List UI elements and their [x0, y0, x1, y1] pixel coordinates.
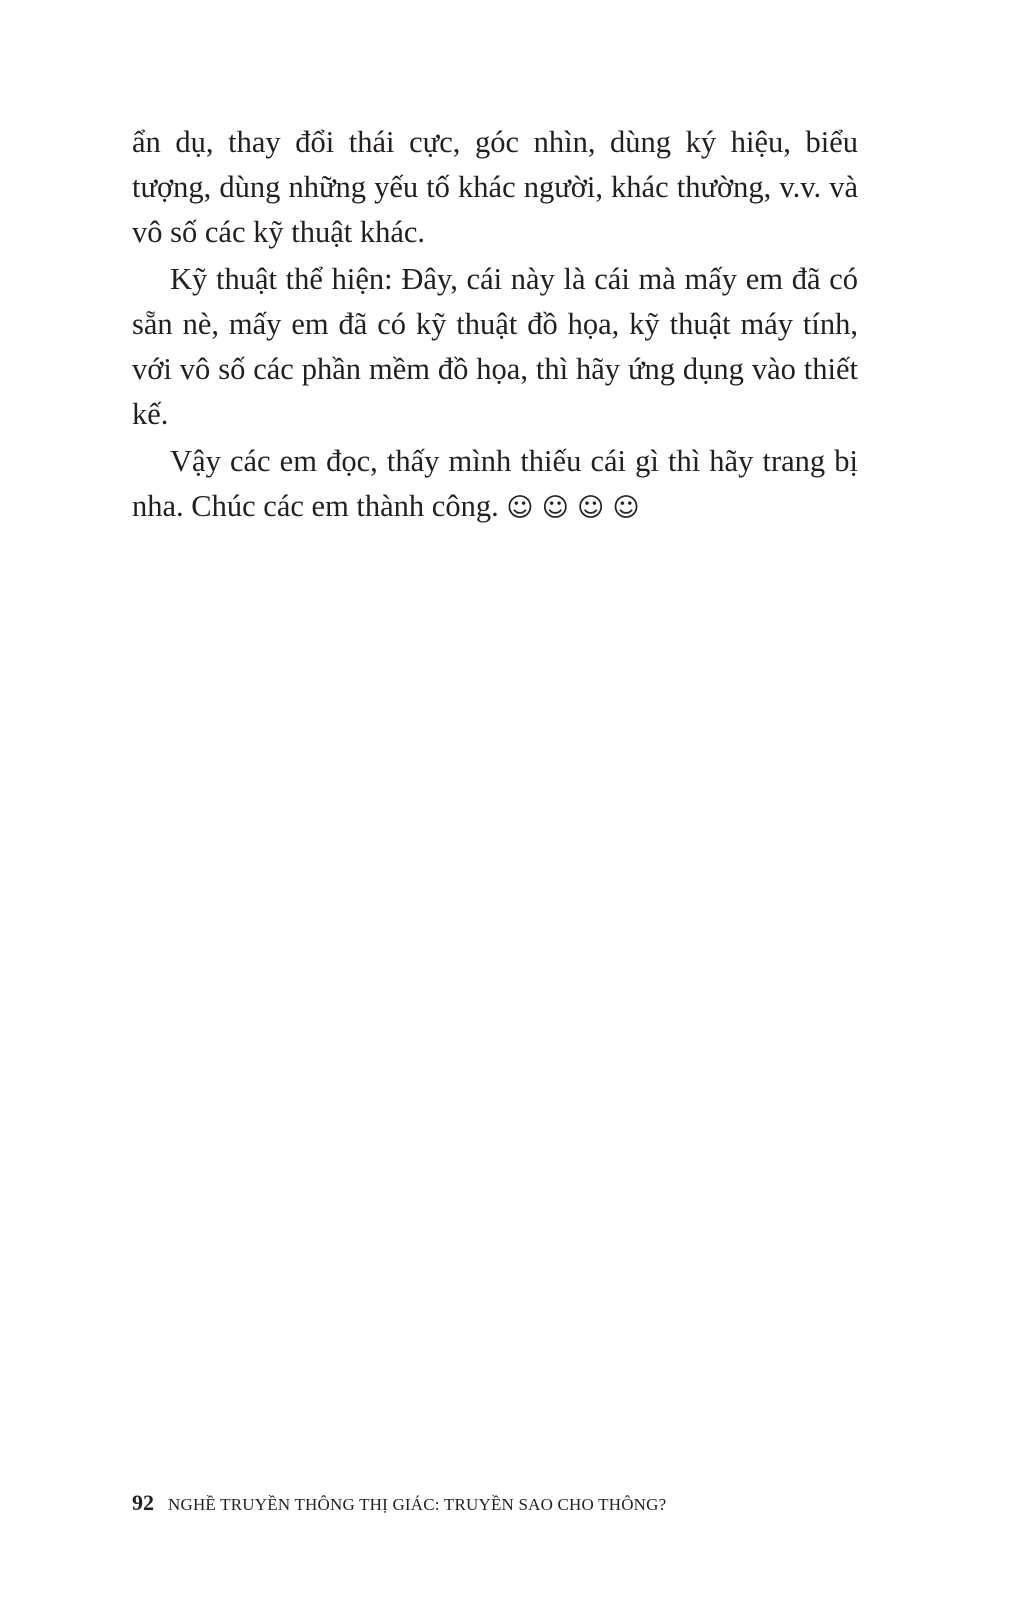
paragraph-text: Vậy các em đọc, thấy mình thiếu cái gì thì hãy trang bị nha. Chúc các em thành công. [132, 444, 858, 523]
page-footer [132, 1490, 666, 1520]
paragraph-text: Kỹ thuật thể hiện: Đây, cái này là cái mà mấy em đã có sẵn nè, mấy em đã có kỹ thuật đồ họa, kỹ thuật máy tính, với vô số các phần mềm đồ họa, thì hãy ứng dụng vào thiết kế. [132, 262, 858, 431]
body-text [132, 120, 858, 533]
page-number: 92 [132, 1490, 154, 1515]
paragraph-text: ẩn dụ, thay đổi thái cực, góc nhìn, dùng ký hiệu, biểu tượng, dùng những yếu tố khác người, khác thường, v.v. và vô số các kỹ thuật khác. [132, 125, 858, 249]
running-title: NGHỀ TRUYỀN THÔNG THỊ GIÁC: TRUYỀN SAO CHO THÔNG? [168, 1495, 667, 1514]
paragraph-continuation [132, 120, 858, 255]
smiley-icons: ☺ ☺ ☺ ☺ [506, 493, 640, 523]
paragraph-closing [132, 439, 858, 531]
paragraph-technique [132, 257, 858, 437]
